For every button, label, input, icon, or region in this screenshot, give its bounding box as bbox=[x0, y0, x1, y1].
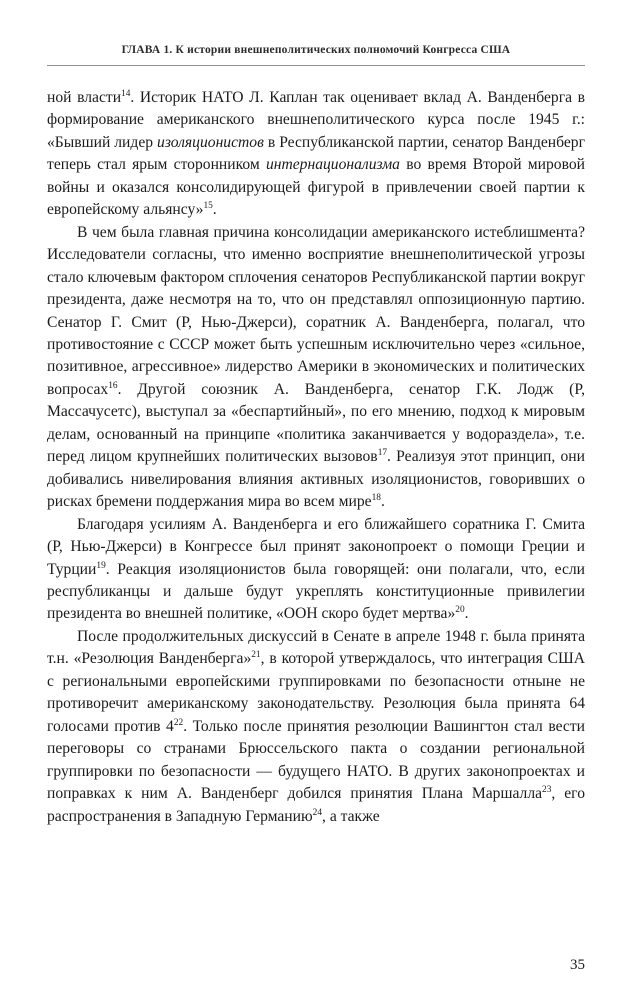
text-run: В чем была главная причина консолидации американского истеблишмента? Исследователи согласны, что именно восприятие внешнеполитической угрозы стало ключевым фактором сплочения сенаторов Республиканской партии вокруг президента, даже несмотря на то, что он представлял оппозиционную партию. Сенатор Г. Смит (Р, Нью-Джерси), соратник А. Ванденберга, полагал, что противостояние с СССР может быть успешным исключительно через «сильное, позитивное, агрессивное» лидерство Америки в экономических и политических вопросах bbox=[47, 223, 585, 398]
emphasized-term: интернационализма bbox=[265, 156, 400, 174]
text-run: . Другой союзник А. Ванденберга, сенатор Г.К. Лодж (Р, Массачусетс), выступал за «беспартийный», по его мнению, подход к мировым делам, основанный на принципе «политика заканчивается у водораздела», т.е. перед лицом крупнейших политических вызовов bbox=[47, 380, 585, 466]
text-run: Благодаря усилиям А. Ванденберга и его ближайшего соратника Г. Смита (Р, Нью-Джерси) в Конгрессе был принят законопроект о помощи Греции и Турции bbox=[47, 515, 585, 578]
paragraph bbox=[47, 514, 585, 626]
running-header bbox=[47, 44, 585, 66]
text-run: . bbox=[212, 201, 217, 219]
page-body bbox=[47, 87, 585, 828]
text-run: . Только после принятия резолюции Вашингтон стал вести переговоры со странами Брюссельского пакта о создании региональной группировки по безопасности — будущего НАТО. В других законопроектах и поправках к ним А. Ванденберг добился принятия Плана Маршалла bbox=[47, 717, 585, 803]
footnote-reference: 20 bbox=[455, 605, 465, 616]
paragraph bbox=[47, 222, 585, 514]
footnote-reference: 15 bbox=[203, 201, 213, 212]
footnote-reference: 21 bbox=[251, 650, 261, 661]
footnote-reference: 24 bbox=[312, 807, 323, 818]
emphasized-term: изоляционистов bbox=[157, 133, 264, 151]
text-run: После продолжительных дискуссий в Сенате в апреле 1948 г. была принята т.н. «Резолюция Ванденберга» bbox=[47, 627, 585, 668]
text-run: . Историк НАТО Л. Каплан так оценивает вклад А. Ванденберга в формирование американского внешнеполитического курса после 1945 г.: «Бывший лидер bbox=[47, 89, 586, 151]
paragraph bbox=[47, 626, 585, 828]
footnote-reference: 18 bbox=[371, 492, 381, 503]
page-number: 35 bbox=[570, 957, 585, 973]
footnote-reference: 23 bbox=[542, 784, 552, 795]
footnote-reference: 14 bbox=[121, 88, 131, 99]
text-run: . Реализуя этот принцип, они добивались нивелирования влияния активных изоляционистов, говоривших о рисках бремени поддержания мира во всем мире bbox=[47, 448, 585, 511]
footnote-reference: 16 bbox=[108, 380, 118, 391]
text-run: . bbox=[380, 493, 385, 511]
text-run: , а также bbox=[322, 807, 380, 825]
text-run: . Реакция изоляционистов была говорящей: они полагали, что, если республиканцы и дальше будут укреплять конституционные привилегии президента во внешней политике, «ООН скоро будет мертва» bbox=[47, 560, 585, 623]
chapter-header-text: ГЛАВА 1. К истории внешнеполитических полномочий Конгресса США bbox=[121, 44, 511, 56]
text-run: . bbox=[464, 605, 469, 623]
footnote-reference: 19 bbox=[96, 560, 106, 571]
footnote-reference: 17 bbox=[377, 448, 388, 459]
text-run: , в которой утверждалось, что интеграция США с региональными европейскими группировками по безопасности отныне не противоречит американскому законодательству. Резолюция была принята 64 голосами против 4 bbox=[47, 650, 585, 735]
footnote-reference: 22 bbox=[173, 717, 184, 728]
text-run: во время Второй мировой войны и оказался консолидирующей фигурой в привлечении своей партии к европейскому альянсу» bbox=[47, 156, 585, 219]
paragraph bbox=[47, 87, 585, 222]
text-run: в Республиканской партии, сенатор Ванденберг теперь стал ярым сторонником bbox=[47, 133, 585, 174]
text-run: ной власти bbox=[47, 89, 122, 106]
text-run: , его распространения в Западную Германию bbox=[47, 785, 585, 825]
